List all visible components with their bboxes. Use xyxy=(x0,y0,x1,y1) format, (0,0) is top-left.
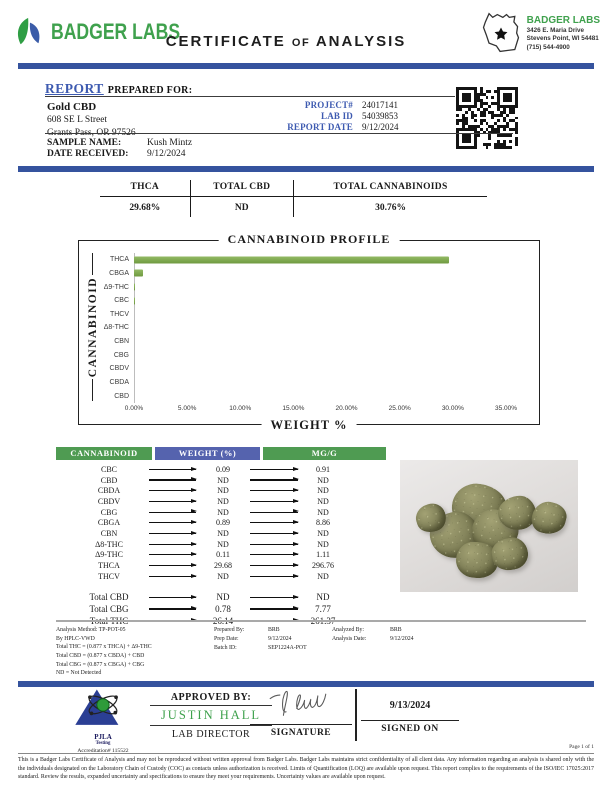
rule-line xyxy=(45,96,513,97)
mgg-value: ND xyxy=(317,528,329,538)
logo-text: BADGER LABS xyxy=(51,19,181,44)
approver-name: JUSTIN HALL xyxy=(150,706,272,726)
arrow-icon xyxy=(245,490,303,491)
arrow-icon xyxy=(144,479,201,480)
chart-x-axis-label: WEIGHT % xyxy=(262,418,357,433)
client-name: Gold CBD xyxy=(47,101,97,113)
sample-info xyxy=(47,137,192,160)
chart-row xyxy=(79,376,506,390)
chart-row xyxy=(79,321,506,335)
arrow-icon xyxy=(144,554,201,555)
client-address-line: 608 SE L Street xyxy=(47,115,108,126)
table-row xyxy=(56,571,386,582)
signature-block xyxy=(250,688,352,738)
mgg-value: ND xyxy=(317,507,329,517)
chart-row xyxy=(79,348,506,362)
summary-value: ND xyxy=(234,203,249,213)
chart-bar-zone xyxy=(134,253,506,267)
cannabinoid-name: Total CBG xyxy=(89,603,129,614)
title-part: CERTIFICATE xyxy=(165,33,286,50)
bud-blob xyxy=(529,498,570,537)
x-tick-label: 0.00% xyxy=(124,405,144,412)
wisconsin-map-icon xyxy=(478,8,524,58)
weight-value: 29.68 xyxy=(214,561,232,571)
signed-on-date: 9/13/2024 xyxy=(389,700,431,711)
arrow-icon xyxy=(245,501,303,502)
rule-line xyxy=(45,133,513,134)
arrow-icon xyxy=(245,479,303,480)
analyzed-by-value: BRB xyxy=(390,627,402,633)
chart-row xyxy=(79,389,506,403)
chart-rows xyxy=(79,253,506,403)
weight-value: 0.89 xyxy=(216,518,230,528)
results-table-header xyxy=(56,447,386,460)
arrow-icon xyxy=(245,565,303,566)
chart-bar xyxy=(134,256,449,263)
summary-value: 29.68% xyxy=(129,203,161,213)
mgg-value: ND xyxy=(316,592,330,603)
arrow-icon xyxy=(144,597,201,598)
arrow-icon xyxy=(245,576,303,577)
x-axis-ticks xyxy=(124,405,518,415)
summary-value: 30.76% xyxy=(375,203,406,213)
weight-value: ND xyxy=(217,475,229,485)
table-row xyxy=(56,485,386,496)
weight-value: ND xyxy=(217,539,229,549)
chart-bar-zone xyxy=(134,280,506,294)
chart-category-label: THCA xyxy=(109,256,129,264)
approver-title: LAB DIRECTOR xyxy=(171,729,251,740)
x-tick-label: 35.00% xyxy=(494,405,518,412)
accreditation-number: Accreditation# 115522 xyxy=(77,747,129,754)
chart-bar-zone xyxy=(134,267,506,281)
x-tick-label: 20.00% xyxy=(335,405,358,412)
weight-value: 0.11 xyxy=(216,550,230,560)
chart-bar-zone xyxy=(134,294,506,308)
arrow-icon xyxy=(245,608,303,609)
report-date-value: 9/12/2024 xyxy=(362,121,399,132)
arrow-icon xyxy=(144,522,201,523)
arrow-icon xyxy=(144,512,201,513)
arrow-icon xyxy=(144,576,201,577)
chart-category-label: CBG xyxy=(113,351,129,359)
cannabinoid-name: THCA xyxy=(98,561,120,571)
approved-by-label: APPROVED BY: xyxy=(150,692,272,706)
column-header-cannabinoid: CANNABINOID xyxy=(56,447,152,460)
lab-id-label: LAB ID xyxy=(321,110,353,121)
table-row xyxy=(56,475,386,486)
summary-header-label: TOTAL CBD xyxy=(191,180,293,197)
x-tick-label: 25.00% xyxy=(388,405,411,412)
note-line: By HPLC-VWD xyxy=(56,635,95,642)
method-notes xyxy=(56,626,211,678)
cannabinoid-name: Total CBD xyxy=(89,592,129,603)
mgg-value: ND xyxy=(317,486,329,496)
chart-category-label: CBDV xyxy=(109,365,129,373)
project-number-value: 24017141 xyxy=(362,99,398,110)
sample-name-value: Kush Mintz xyxy=(147,137,193,148)
chart-title: CANNABINOID PROFILE xyxy=(219,232,400,247)
cannabinoid-name: Δ9-THC xyxy=(95,550,123,560)
weight-value: ND xyxy=(216,592,230,603)
pjla-accreditation-logo xyxy=(48,688,158,754)
chart-category-label: CBGA xyxy=(109,269,129,277)
prep-date-label: Prep Date: xyxy=(214,636,239,642)
cannabinoid-name: CBN xyxy=(100,528,118,538)
chart-bar-zone xyxy=(134,335,506,349)
chart-row xyxy=(79,253,506,267)
note-line: Total THC = (0.877 x THCA) + Δ9-THC xyxy=(56,644,152,651)
lab-address-line: Stevens Point, WI 54481 xyxy=(526,35,599,43)
footer-line xyxy=(18,753,594,754)
x-tick-label: 15.00% xyxy=(282,405,305,412)
chart-category-label: CBD xyxy=(114,392,129,400)
weight-value: 0.78 xyxy=(215,603,231,614)
cannabinoid-name: Δ8-THC xyxy=(95,539,123,549)
note-line: ND = Not Detected xyxy=(56,670,102,677)
analysis-date-value: 9/12/2024 xyxy=(390,636,414,642)
table-row xyxy=(56,550,386,561)
project-number-label: PROJECT# xyxy=(304,99,353,110)
pjla-sub: Testing xyxy=(95,741,111,747)
table-row xyxy=(56,539,386,550)
cannabinoid-name: CBGA xyxy=(97,518,121,528)
weight-value: 0.09 xyxy=(216,464,230,474)
prepared-by-label: Prepared By: xyxy=(214,627,245,633)
chart-row xyxy=(79,294,506,308)
chart-category-label: THCV xyxy=(109,310,129,318)
lab-id-value: 54039853 xyxy=(362,110,398,121)
arrow-icon xyxy=(245,512,303,513)
batch-id-label: Batch ID: xyxy=(214,645,237,651)
summary-column xyxy=(190,180,293,217)
x-tick-label: 5.00% xyxy=(177,405,197,412)
analysis-info xyxy=(332,626,462,644)
chart-row xyxy=(79,280,506,294)
weight-value: ND xyxy=(217,486,229,496)
disclaimer-text: This is a Badger Labs Certificate of Analysis and may not be reproduced without written approval from Badger Labs. Badger Labs maintains strict confidentiality of all client data. Any information regarding an analysis is shared only with the the individuals designated on the Laboratory Chain of Custody (COC) as contacts unless authorization is received. Limits of Quantification (LOQ) are available upon request. This report complies to the requirements of the ISO/IEC 17025:2017 standard. Review the results, expanded uncertainty and specifications to ensure they meet your requirements. Uncertainty values are available upon request. xyxy=(18,757,594,781)
signed-on-block xyxy=(361,692,459,734)
arrow-icon xyxy=(144,608,201,609)
batch-id-value: SEP1224A-POT xyxy=(268,645,307,651)
pjla-logo-icon xyxy=(70,688,136,728)
date-received-label: DATE RECEIVED: xyxy=(47,149,129,160)
signature-icon xyxy=(254,688,349,718)
arrow-icon xyxy=(245,469,303,470)
divider-bar xyxy=(18,63,594,69)
cannabinoid-name: CBC xyxy=(100,464,117,474)
table-row xyxy=(56,517,386,528)
mgg-value: 7.77 xyxy=(315,603,331,614)
mgg-value: 296.76 xyxy=(312,561,334,571)
arrow-icon xyxy=(144,469,201,470)
table-row xyxy=(56,507,386,518)
prep-date-value: 9/12/2024 xyxy=(268,636,292,642)
cannabinoid-name: CBD xyxy=(100,475,118,485)
column-header-weight: WEIGHT (%) xyxy=(155,447,260,460)
title-part: OF xyxy=(291,37,311,49)
prep-info xyxy=(214,626,344,653)
chart-category-label: CBN xyxy=(114,338,129,346)
page-number: Page 1 of 1 xyxy=(569,744,594,750)
divider-bar xyxy=(18,166,594,172)
mgg-value: ND xyxy=(317,571,329,581)
chart-bar xyxy=(134,297,135,304)
arrow-icon xyxy=(245,597,303,598)
arrow-icon xyxy=(245,533,303,534)
results-table xyxy=(56,447,386,626)
weight-value: ND xyxy=(217,507,229,517)
table-row xyxy=(56,528,386,539)
mgg-value: ND xyxy=(317,475,329,485)
table-row xyxy=(56,496,386,507)
weight-value: ND xyxy=(217,496,229,506)
note-line: Total CBG = (0.877 x CBGA) + CBG xyxy=(56,661,145,668)
chart-row xyxy=(79,267,506,281)
summary-column xyxy=(293,180,487,217)
chart-row xyxy=(79,362,506,376)
cannabinoid-name: CBG xyxy=(100,507,118,517)
chart-bar-zone xyxy=(134,362,506,376)
chart-bar-zone xyxy=(134,348,506,362)
arrow-icon xyxy=(144,533,201,534)
arrow-icon xyxy=(144,565,201,566)
lab-phone: (715) 544-4900 xyxy=(526,43,570,51)
note-line: Total CBD = (0.877 x CBDA) + CBD xyxy=(56,653,145,660)
chart-category-label: Δ9-THC xyxy=(103,283,129,291)
results-rows xyxy=(56,464,386,582)
analyzed-by-label: Analyzed By: xyxy=(332,627,365,633)
y-axis-label-text: CANNABINOID xyxy=(86,276,99,378)
chart-row xyxy=(79,335,506,349)
project-info xyxy=(245,99,425,132)
report-heading-word: REPORT xyxy=(45,81,104,96)
signed-on-label: SIGNED ON xyxy=(381,724,439,734)
lab-address-block xyxy=(478,8,600,58)
lab-address-line: 3426 E. Maria Drive xyxy=(526,27,585,35)
arrow-icon xyxy=(245,544,303,545)
table-row xyxy=(56,464,386,475)
arrow-icon xyxy=(144,501,201,502)
chart-bar-zone xyxy=(134,389,506,403)
cannabinoid-profile-chart xyxy=(78,232,540,432)
prepared-by-value: BRB xyxy=(268,627,280,633)
arrow-icon xyxy=(144,490,201,491)
chart-bar xyxy=(134,284,135,291)
mgg-value: 1.11 xyxy=(316,550,330,560)
mgg-value: ND xyxy=(317,539,329,549)
chart-category-label: Δ8-THC xyxy=(103,324,129,332)
analysis-date-label: Analysis Date: xyxy=(332,636,367,642)
report-date-label: REPORT DATE xyxy=(287,121,353,132)
arrow-icon xyxy=(144,544,201,545)
sample-photo xyxy=(400,460,578,592)
table-row xyxy=(56,603,386,615)
arrow-icon xyxy=(245,554,303,555)
chart-category-label: CBDA xyxy=(109,378,129,386)
divider-line xyxy=(355,689,357,741)
note-line: Analysis Method: TP-POT-05 xyxy=(56,627,126,633)
divider-line xyxy=(56,620,586,622)
column-header-mgg: MG/G xyxy=(263,447,386,460)
chart-bar xyxy=(134,270,143,277)
mgg-value: ND xyxy=(317,496,329,506)
title-part: ANALYSIS xyxy=(315,33,407,50)
summary-header-label: TOTAL CANNABINOIDS xyxy=(294,180,487,197)
mgg-value: 8.86 xyxy=(316,518,330,528)
chart-bar-zone xyxy=(134,376,506,390)
qr-code xyxy=(455,86,519,150)
chart-bar-zone xyxy=(134,321,506,335)
mgg-value: 0.91 xyxy=(316,464,330,474)
x-tick-label: 30.00% xyxy=(441,405,464,412)
date-received-value: 9/12/2024 xyxy=(147,149,186,160)
lab-name: BADGER LABS xyxy=(526,15,600,27)
weight-value: ND xyxy=(217,571,229,581)
table-row xyxy=(56,592,386,604)
weight-value: ND xyxy=(217,528,229,538)
chart-bar-zone xyxy=(134,308,506,322)
sample-name-label: SAMPLE NAME: xyxy=(47,137,122,148)
chart-category-label: CBC xyxy=(114,297,129,305)
cannabinoid-name: THCV xyxy=(98,571,120,581)
star-icon xyxy=(494,27,507,39)
table-row xyxy=(56,560,386,571)
arrow-icon xyxy=(245,522,303,523)
client-address-line: Grants Pass, OR 97526 xyxy=(47,127,136,138)
summary-table xyxy=(100,180,487,217)
cannabinoid-name: CBDV xyxy=(97,496,121,506)
chart-row xyxy=(79,308,506,322)
divider-bar xyxy=(18,681,594,687)
x-tick-label: 10.00% xyxy=(229,405,252,412)
report-heading-suffix: PREPARED FOR: xyxy=(107,85,193,96)
summary-header-label: THCA xyxy=(100,180,190,197)
pjla-name: PJLA xyxy=(94,733,112,742)
cannabinoid-name: CBDA xyxy=(97,486,121,496)
signature-label: SIGNATURE xyxy=(270,728,332,738)
summary-column xyxy=(100,180,190,217)
